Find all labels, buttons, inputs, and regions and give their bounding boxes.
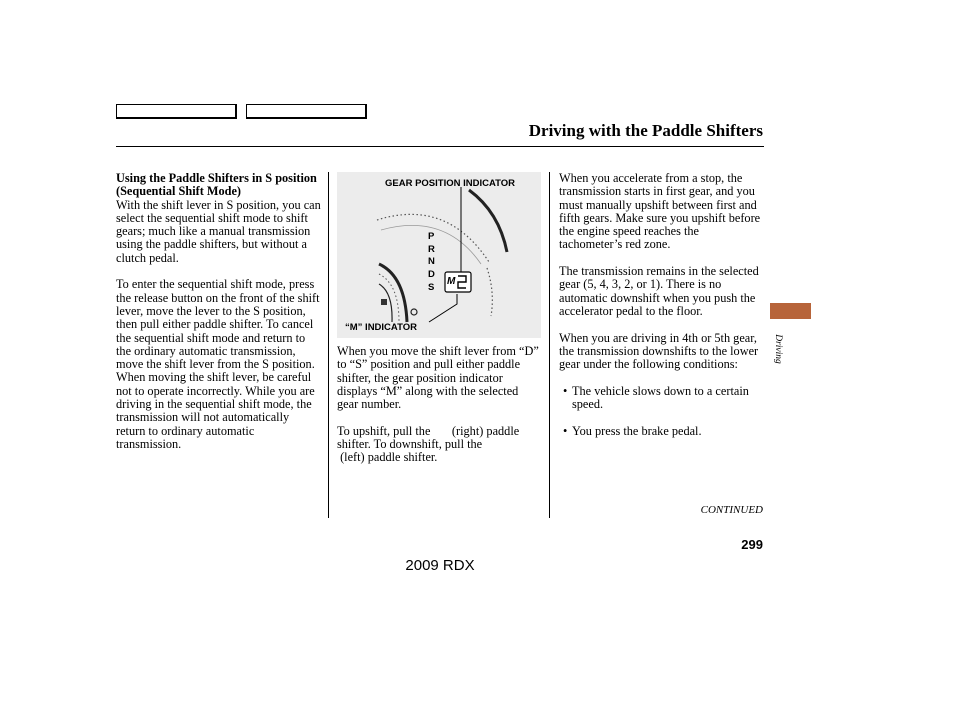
column-divider-2 (549, 172, 550, 518)
fuel-icon (381, 299, 387, 305)
column3-paragraph-1: When you accelerate from a stop, the transmission starts in first gear, and you must manually upshift between first and fifth gears. Make sure you upshift before the engine speed reaches the tachometer’s red zone. (559, 171, 761, 252)
header-tab-box-left (116, 104, 237, 119)
title-rule (116, 146, 764, 147)
gear-letter-p: P (428, 231, 435, 242)
header-tab-box-right (246, 104, 367, 119)
gear-letter-s: S (428, 282, 435, 293)
page-number: 299 (741, 537, 763, 552)
column-2 (337, 345, 542, 478)
bullet-text: The vehicle slows down to a certain speed. (572, 383, 749, 412)
bullet-dot-icon: • (563, 423, 568, 438)
column1-paragraph-1: With the shift lever in S position, you can select the sequential shift mode to shift gears; much like a manual transmission using the paddle shifters, but without a clutch pedal. (116, 197, 321, 265)
section-side-label: Driving (773, 334, 783, 364)
column-3 (559, 172, 763, 451)
column3-paragraph-3: When you are driving in 4th or 5th gear, the transmission downshifts to the lower gear under the following conditions: (559, 330, 759, 372)
column2-para2-line3: (left) paddle shifter. (337, 450, 438, 465)
column2-para2-line2: shifter. To downshift, pull the (337, 437, 483, 452)
gear-position-indicator-label: GEAR POSITION INDICATOR (385, 178, 516, 189)
list-item (559, 385, 763, 412)
model-footer: 2009 RDX (405, 557, 475, 574)
m-indicator-letter: M (447, 276, 456, 287)
section-side-tab (770, 303, 811, 319)
column-1 (116, 172, 321, 465)
column2-para2-line1: To upshift, pull the (right) paddle (337, 423, 520, 438)
gear-letter-d: D (428, 269, 435, 280)
gear-indicator-figure (337, 172, 541, 338)
page-title: Driving with the Paddle Shifters (528, 121, 763, 140)
warning-icon (411, 309, 417, 315)
continued-label: CONTINUED (700, 504, 763, 516)
column3-paragraph-2: The transmission remains in the selected gear (5, 4, 3, 2, or 1). There is no automatic downshift when you push the accelerator pedal to the floor. (559, 264, 759, 318)
instrument-cluster-illustration (337, 172, 541, 338)
gear-letter-r: R (428, 244, 435, 255)
list-item (559, 425, 763, 438)
bullet-text: You press the brake pedal. (572, 423, 702, 438)
column-divider-1 (328, 172, 329, 518)
section-heading: Using the Paddle Shifters in S position (Sequential Shift Mode) (116, 171, 317, 199)
column2-paragraph-2 (337, 425, 542, 465)
column1-paragraph-2: To enter the sequential shift mode, press the release button on the front of the shift lever, move the lever to the S position, then pull either paddle shifter. To cancel the sequential shift mode and return to the ordinary automatic transmission, move the shift lever from the S position. When moving the shift lever, be careful not to operate incorrectly. While you are driving in the sequential shift mode, the transmission will not automatically return to ordinary automatic transmission. (116, 277, 320, 451)
bullet-dot-icon: • (563, 383, 568, 398)
gear-letter-n: N (428, 256, 435, 267)
column2-paragraph-1: When you move the shift lever from “D” to “S” position and pull either paddle shifter, the gear position indicator displays “M” along with the selected gear number. (337, 344, 539, 412)
m-indicator-label: “M” INDICATOR (345, 322, 417, 333)
